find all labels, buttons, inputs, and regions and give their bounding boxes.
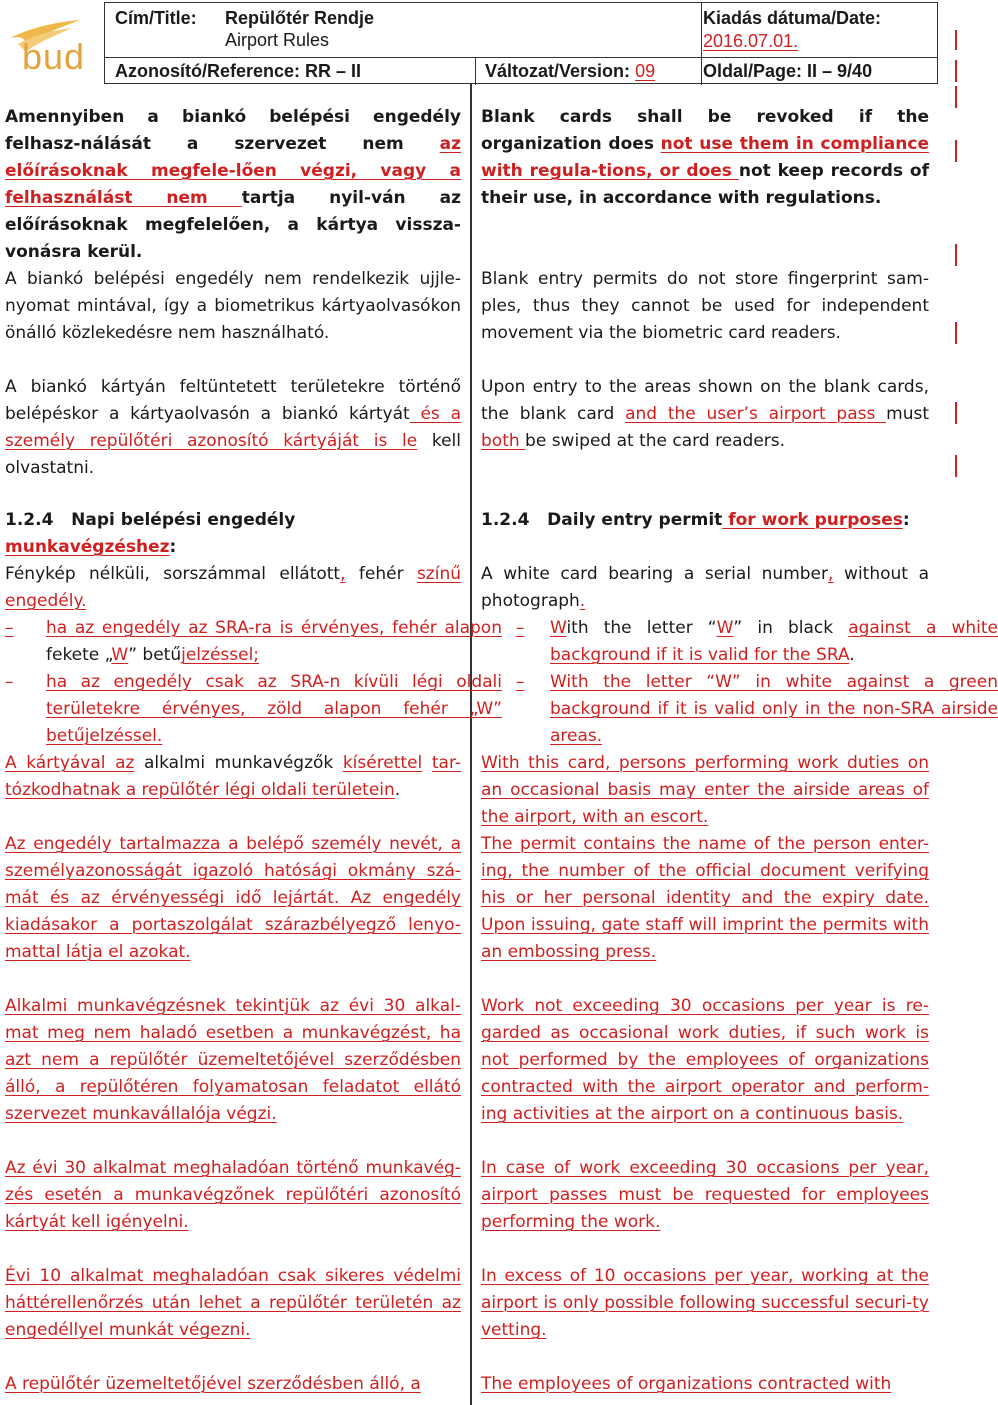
change-bar xyxy=(955,86,957,108)
left-bullet-2: – ha az engedély csak az SRA-n kívüli légi oldali területekre érvényes, zöld alapon fehér „W” betűjelzéssel. xyxy=(5,672,502,746)
change-bar xyxy=(955,30,957,50)
document-header xyxy=(104,2,938,84)
left-paragraph-1: Amennyiben a biankó belépési engedély felhasz-nálását a szervezet nem az előírásoknak megfele-lően végzi, vagy a felhasználást nem tartja nyil-ván az előírásoknak megfelelően, a kártya vissza-vonásra kerül. xyxy=(5,107,461,262)
right-bullet-2: – With the letter “W” in white against a green background if it is valid only in the non-SRA airside areas. xyxy=(516,672,998,746)
change-bar xyxy=(955,60,957,82)
left-bullet-1: – ha az engedély az SRA-ra is érvényes, fehér alapon fekete „W” betűjelzéssel; xyxy=(5,618,502,665)
left-paragraph-4: Fénykép nélküli, sorszámmal ellátott, fehér színű engedély. xyxy=(5,564,462,611)
left-section-heading: 1.2.4 Napi belépési engedély munkavégzéshez: xyxy=(5,510,296,557)
right-paragraph-1: Blank cards shall be revoked if the organization does not use them in compliance with regula-tions, or does not keep records of their use, in accordance with regulations. xyxy=(481,107,929,208)
header-divider xyxy=(701,3,702,57)
right-paragraph-3: Upon entry to the areas shown on the blank cards, the blank card and the user’s airport pass must both be swiped at the card readers. xyxy=(481,377,929,451)
change-bar xyxy=(955,322,957,344)
header-divider xyxy=(701,57,702,85)
right-paragraph-9: In excess of 10 occasions per year, working at the airport is only possible following successful securi-ty vetting. xyxy=(481,1266,929,1340)
header-divider xyxy=(475,57,476,85)
version-label: Változat/Version: xyxy=(485,61,631,81)
change-bar xyxy=(955,402,957,424)
right-paragraph-7: Work not exceeding 30 occasions per year is re-garded as occasional work duties, if such work is not performed by the employees of organizations contracted with the airport operator and perform-ing activities at the airport on a continuous basis. xyxy=(481,996,929,1124)
right-bullet-1: – With the letter “W” in black against a white background if it is valid for the SRA. xyxy=(516,618,998,665)
right-paragraph-4: A white card bearing a serial number, without a photograph. xyxy=(481,564,929,611)
left-paragraph-10: A repülőtér üzemeltetőjével szerződésben álló, a xyxy=(5,1374,421,1394)
right-paragraph-2: Blank entry permits do not store fingerprint sam-ples, thus they cannot be used for independent movement via the biometric card readers. xyxy=(481,269,929,343)
title-hu: Repülőtér Rendje xyxy=(225,8,375,28)
right-section-heading: 1.2.4 Daily entry permit for work purposes: xyxy=(481,510,910,530)
left-paragraph-9: Évi 10 alkalmat meghaladóan csak sikeres védelmi háttérellenőrzés után lehet a repülőtér területén az engedéllyel munkát végezni. xyxy=(5,1266,461,1340)
right-paragraph-10: The employees of organizations contracted with xyxy=(481,1374,892,1394)
right-paragraph-5: With this card, persons performing work duties on an occasional basis may enter the airside areas of the airport, with an escort. xyxy=(481,753,929,827)
left-paragraph-7: Alkalmi munkavégzésnek tekintjük az évi 30 alkal-mat meg nem haladó esetben a munkavégzést, ha azt nem a repülőtér üzemeltetőjével szerződésben álló, a repülőtéren folyamatosan feladatot ellátó szervezet munkavállalója végzi. xyxy=(5,996,461,1124)
right-paragraph-8: In case of work exceeding 30 occasions per year, airport passes must be requested for employees performing the work. xyxy=(481,1158,929,1232)
left-paragraph-2: A biankó belépési engedély nem rendelkezik ujjle-nyomat mintával, így a biometrikus kártyaolvasókon önálló közlekedésre nem használható. xyxy=(5,269,461,343)
left-paragraph-6: Az engedély tartalmazza a belépő személy nevét, a személyazonosságát igazoló hatósági okmány szá-mát és az érvényességi idő lejártát. Az engedély kiadásakor a portaszolgálat szárazbélyegző lenyo-mattal látja el azokat. xyxy=(5,834,461,962)
change-bar xyxy=(955,140,957,162)
left-paragraph-3: A biankó kártyán feltüntetett területekre történő belépéskor a kártyaolvasón a biankó kártyát és a személy repülőtéri azonosító kártyáját is le kell olvastatni. xyxy=(5,377,461,478)
reference-label: Azonosító/Reference: RR – II xyxy=(115,61,362,81)
title-label: Cím/Title: xyxy=(115,8,197,28)
change-bar xyxy=(955,455,957,477)
version-field xyxy=(485,60,655,82)
title-en: Airport Rules xyxy=(225,30,330,50)
change-bar xyxy=(955,244,957,266)
page-label: Oldal/Page: II – 9/40 xyxy=(703,61,873,81)
right-paragraph-6: The permit contains the name of the person enter-ing, the number of the official document verifying his or her personal identity and the expiry date. Upon issuing, gate staff will imprint the permits with an embossing press. xyxy=(481,834,929,962)
bud-logo xyxy=(0,8,96,78)
version-value: 09 xyxy=(635,61,656,81)
date-value: 2016.07.01. xyxy=(703,31,799,51)
left-paragraph-8: Az évi 30 alkalmat meghaladóan történő munkavég-zés esetén a munkavégzőnek repülőtéri azonosító kártyát kell igényelni. xyxy=(5,1158,461,1232)
left-paragraph-5: A kártyával az alkalmi munkavégzők kísérettel tar-tózkodhatnak a repülőtér légi oldali területein. xyxy=(5,753,461,800)
date-label: Kiadás dátuma/Date: xyxy=(703,8,882,28)
logo-text: bud xyxy=(22,36,86,77)
